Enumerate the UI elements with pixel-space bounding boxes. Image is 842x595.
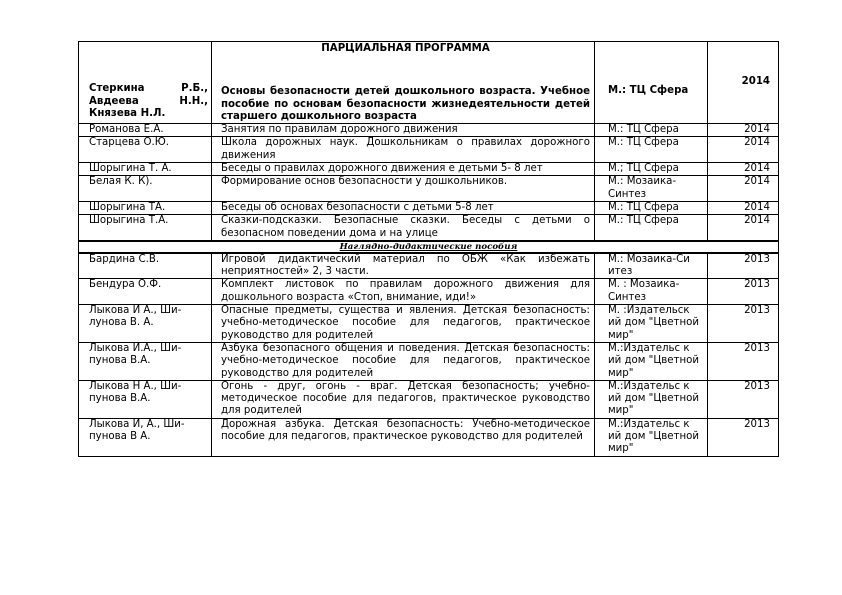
publisher-cell: М. :Издательск ий дом "Цветной мир" — [595, 305, 708, 343]
table-row — [79, 176, 779, 202]
author-cell: Лыкова И.А., Ши- пунова В.А. — [79, 342, 212, 380]
publisher-cell: М.:Издательс к ий дом "Цветной мир" — [595, 342, 708, 380]
title-cell: Комплект листовок по правилам дорожного движения для дошкольного возраста «Стоп, внимание, иди!» — [212, 279, 595, 305]
title-cell: Опасные предметы, существа и явления. Детская безопасность: учебно-методическое пособие для педагогов, практическое руководство для родителей — [212, 305, 595, 343]
publisher-cell: М.: ТЦ Сфера — [595, 42, 708, 124]
publisher-cell: М.: Мозаика-Синтез — [595, 176, 708, 202]
author-cell: Лыкова И А., Ши- лунова В. А. — [79, 305, 212, 343]
title-cell: Сказки-подсказки. Безопасные сказки. Беседы с детьми о безопасном поведении дома и на улице — [212, 215, 595, 241]
table-row — [79, 163, 779, 176]
title-cell: Азбука безопасного общения и поведения. Детская безопасность: учебно-методическое пособие для педагогов, практическое руководство для родителей — [212, 342, 595, 380]
section-header-row — [79, 241, 779, 253]
author-cell: Шорыгина Т. А. — [79, 163, 212, 176]
author-cell: Лыкова Н А., Ши- пунова В.А. — [79, 380, 212, 418]
publisher-cell: М.:Издательс к ий дом "Цветной мир" — [595, 380, 708, 418]
table-row — [79, 253, 779, 279]
title-cell: Огонь - друг, огонь - враг. Детская безопасность; учебно-методическое пособие для педагогов, практическое руководство для родителей — [212, 380, 595, 418]
year-cell: 2014 — [708, 176, 779, 202]
table-row — [79, 124, 779, 137]
author-cell: Лыкова И, А., Ши- пунова В А. — [79, 418, 212, 456]
author-cell: Бендура О.Ф. — [79, 279, 212, 305]
publisher-cell: М.: ТЦ Сфера — [595, 137, 708, 163]
title-cell: Беседы об основах безопасности с детьми 5-8 лет — [212, 201, 595, 214]
year-cell: 2013 — [708, 342, 779, 380]
title-cell: Игровой дидактический материал по ОБЖ «Как избежать неприятностей» 2, 3 части. — [212, 253, 595, 279]
year-cell: 2014 — [708, 215, 779, 241]
publisher-cell: М.; ТЦ Сфера — [595, 163, 708, 176]
title-cell: Школа дорожных наук. Дошкольникам о правилах дорожного движения — [212, 137, 595, 163]
table-row — [79, 201, 779, 214]
table-row — [79, 380, 779, 418]
year-cell: 2013 — [708, 253, 779, 279]
year-cell: 2014 — [708, 137, 779, 163]
year-cell: 2013 — [708, 380, 779, 418]
publisher-cell: М.: ТЦ Сфера — [595, 201, 708, 214]
program-title: Основы безопасности детей дошкольного возраста. Учебное пособие по основам безопасности жизнедеятельности детей старшего дошкольного возраста — [221, 86, 590, 122]
author-cell: Старцева О.Ю. — [79, 137, 212, 163]
author-cell: Стеркина Р.Б., Авдеева Н.Н., Князева Н.Л. — [79, 42, 212, 124]
publisher-cell: М.: Мозаика-Си итез — [595, 253, 708, 279]
table-row — [79, 279, 779, 305]
publisher-cell: М.: ТЦ Сфера — [595, 215, 708, 241]
year-cell: 2013 — [708, 418, 779, 456]
year-cell: 2014 — [708, 124, 779, 137]
publisher-cell: М. : Мозаика-Синтез — [595, 279, 708, 305]
program-header-row — [79, 42, 779, 124]
author-cell: Шорыгина ТА. — [79, 201, 212, 214]
title-cell: Занятия по правилам дорожного движения — [212, 124, 595, 137]
publisher-cell: М.:Издательс к ий дом "Цветной мир" — [595, 418, 708, 456]
program-label: ПАРЦИАЛЬНАЯ ПРОГРАММА — [321, 43, 490, 54]
author-cell: Шорыгина Т.А. — [79, 215, 212, 241]
publisher-cell: М.: ТЦ Сфера — [595, 124, 708, 137]
year-cell: 2013 — [708, 279, 779, 305]
year-cell: 2013 — [708, 305, 779, 343]
table-row — [79, 418, 779, 456]
author-cell: Бардина С.В. — [79, 253, 212, 279]
title-cell — [212, 42, 595, 124]
author-cell: Романова Е.А. — [79, 124, 212, 137]
section-title: Наглядно-дидактические пособия — [79, 241, 779, 253]
title-cell: Беседы о правилах дорожного движения е детьми 5- 8 лет — [212, 163, 595, 176]
bibliography-table — [78, 41, 779, 457]
year-cell: 2014 — [708, 201, 779, 214]
title-cell: Формирование основ безопасности у дошкольников. — [212, 176, 595, 202]
title-cell: Дорожная азбука. Детская безопасность: Учебно-методическое пособие для педагогов, практическое руководство для родителей — [212, 418, 595, 456]
year-cell: 2014 — [708, 42, 779, 124]
year-cell: 2014 — [708, 163, 779, 176]
table-row — [79, 137, 779, 163]
table-row — [79, 342, 779, 380]
table-row — [79, 305, 779, 343]
author-cell: Белая К. К). — [79, 176, 212, 202]
table-row — [79, 215, 779, 241]
